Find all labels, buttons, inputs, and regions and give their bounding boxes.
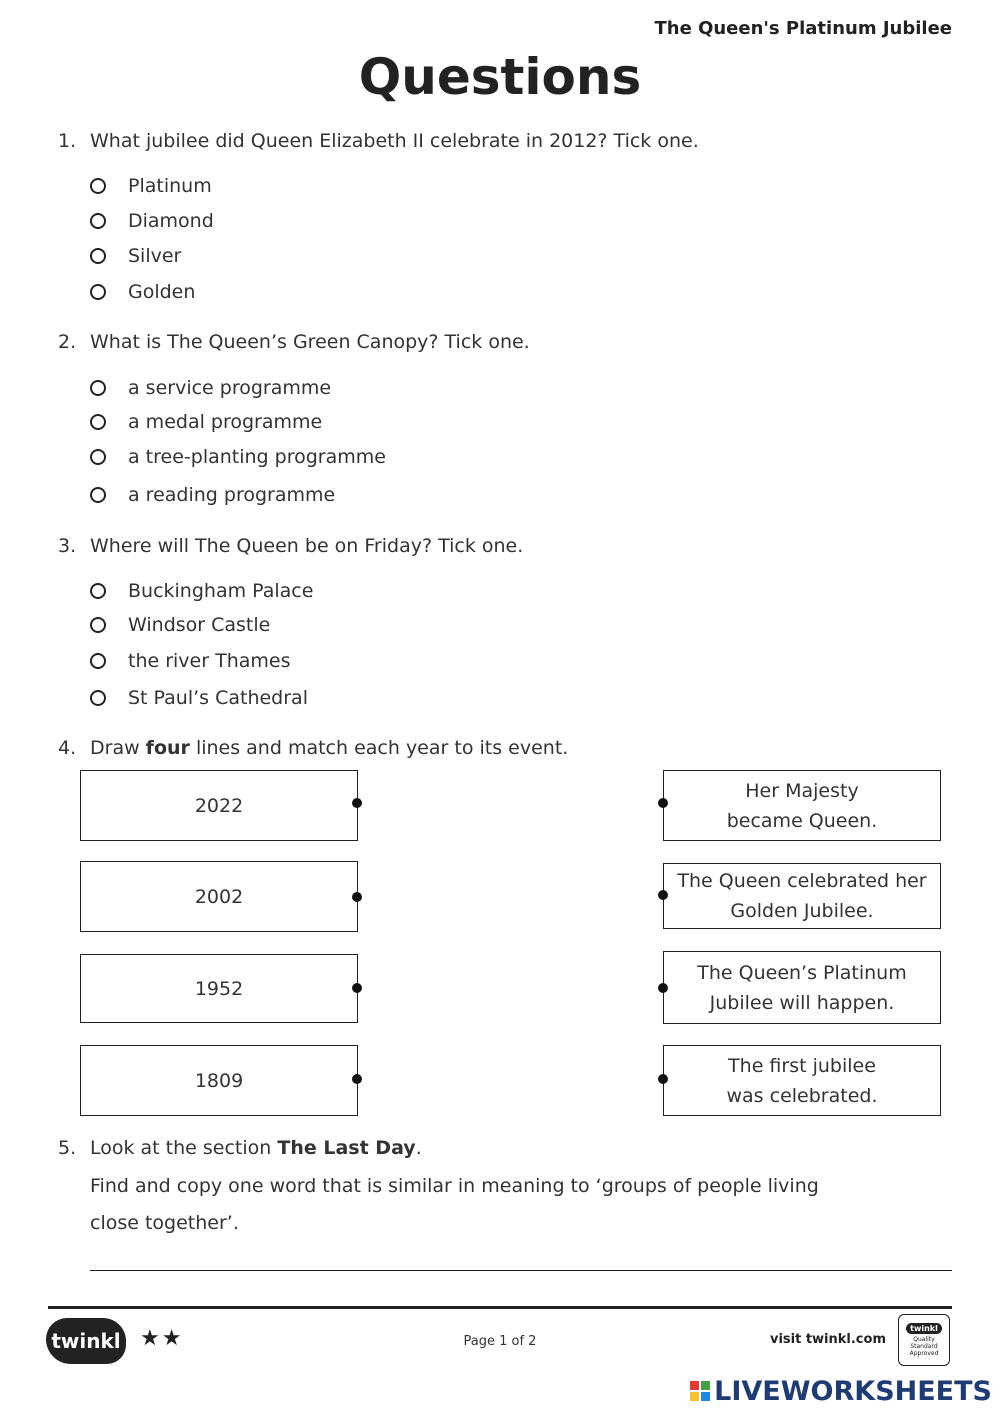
liveworksheets-icon xyxy=(690,1381,710,1401)
match-dot-right[interactable] xyxy=(658,983,668,993)
option-label: Buckingham Palace xyxy=(128,580,314,602)
watermark-text: LIVEWORKSHEETS xyxy=(714,1375,992,1407)
option-q3-a[interactable] xyxy=(90,578,313,604)
option-label: a service programme xyxy=(128,377,332,399)
year-label: 1809 xyxy=(194,1069,244,1092)
event-line: was celebrated. xyxy=(726,1084,878,1107)
match-dot-left[interactable] xyxy=(352,983,362,993)
question-text: Where will The Queen be on Friday? Tick one. xyxy=(90,535,524,557)
radio-button[interactable] xyxy=(90,178,106,194)
option-label: Diamond xyxy=(128,210,214,232)
event-line: Golden Jubilee. xyxy=(730,900,874,922)
option-q2-a[interactable] xyxy=(90,375,331,401)
year-box-2022 xyxy=(80,770,358,841)
year-box-1809 xyxy=(80,1045,358,1116)
option-q3-c[interactable] xyxy=(90,648,290,674)
page-title: Questions xyxy=(358,48,642,106)
year-label: 1952 xyxy=(194,977,244,1000)
question-number: 4. xyxy=(58,737,77,759)
match-dot-right[interactable] xyxy=(658,798,668,808)
radio-button[interactable] xyxy=(90,653,106,669)
question-5-line-3: close together’. xyxy=(90,1212,239,1234)
difficulty-stars-icon: ★★ xyxy=(140,1326,184,1351)
section-name: The Last Day xyxy=(277,1137,416,1159)
event-box-first-jubilee xyxy=(663,1045,941,1116)
badge-line-2: Approved xyxy=(909,1350,939,1357)
match-dot-left[interactable] xyxy=(352,798,362,808)
option-label: a reading programme xyxy=(128,484,336,506)
event-box-became-queen xyxy=(663,770,941,841)
match-dot-right[interactable] xyxy=(658,890,668,900)
radio-button[interactable] xyxy=(90,487,106,503)
radio-button[interactable] xyxy=(90,248,106,264)
radio-button[interactable] xyxy=(90,380,106,396)
document-title: The Queen's Platinum Jubilee xyxy=(654,18,952,39)
answer-line[interactable] xyxy=(90,1270,952,1271)
option-q1-a[interactable] xyxy=(90,173,212,199)
question-1 xyxy=(58,130,699,152)
option-label: a tree-planting programme xyxy=(128,446,386,468)
match-dot-left[interactable] xyxy=(352,1074,362,1084)
radio-button[interactable] xyxy=(90,284,106,300)
page-number: Page 1 of 2 xyxy=(463,1334,537,1349)
option-q2-d[interactable] xyxy=(90,482,335,508)
question-number: 1. xyxy=(58,130,77,152)
match-dot-right[interactable] xyxy=(658,1074,668,1084)
question-number: 3. xyxy=(58,535,77,557)
question-2 xyxy=(58,331,530,353)
event-line: The first jubilee xyxy=(728,1054,876,1077)
question-text: What is The Queen’s Green Canopy? Tick one. xyxy=(90,331,530,353)
option-q2-b[interactable] xyxy=(90,409,322,435)
question-text-bold: four xyxy=(145,737,190,759)
event-line: The Queen celebrated her xyxy=(677,870,927,892)
radio-button[interactable] xyxy=(90,690,106,706)
question-5 xyxy=(58,1137,422,1159)
option-label: Platinum xyxy=(128,175,212,197)
option-label: Windsor Castle xyxy=(128,614,271,636)
question-number: 5. xyxy=(58,1137,77,1159)
option-q3-b[interactable] xyxy=(90,612,270,638)
liveworksheets-watermark xyxy=(690,1374,992,1408)
option-label: Silver xyxy=(128,245,182,267)
match-dot-left[interactable] xyxy=(352,892,362,902)
option-q1-c[interactable] xyxy=(90,243,181,269)
question-text-end: lines and match each year to its event. xyxy=(195,737,569,759)
badge-logo: twinkl xyxy=(906,1323,942,1334)
year-box-1952 xyxy=(80,954,358,1023)
question-text-start: Look at the section xyxy=(90,1137,272,1159)
footer-divider xyxy=(48,1306,952,1309)
year-box-2002 xyxy=(80,861,358,932)
question-3 xyxy=(58,535,523,557)
event-line: Jubilee will happen. xyxy=(709,991,895,1014)
option-q1-b[interactable] xyxy=(90,208,214,234)
twinkl-logo: twinkl xyxy=(46,1318,126,1364)
question-text-end: . xyxy=(415,1137,422,1159)
option-q2-c[interactable] xyxy=(90,444,386,470)
question-number: 2. xyxy=(58,331,77,353)
option-label: St Paul’s Cathedral xyxy=(128,687,308,709)
radio-button[interactable] xyxy=(90,617,106,633)
option-label: the river Thames xyxy=(128,650,291,672)
option-q1-d[interactable] xyxy=(90,279,195,305)
option-q3-d[interactable] xyxy=(90,685,308,711)
event-box-golden-jubilee xyxy=(663,863,941,929)
event-box-platinum-jubilee xyxy=(663,951,941,1024)
visit-link[interactable]: visit twinkl.com xyxy=(769,1332,886,1347)
question-text-start: Draw xyxy=(90,737,140,759)
badge-line-1: Quality Standard xyxy=(910,1336,938,1350)
event-line: The Queen’s Platinum xyxy=(697,961,907,984)
question-4 xyxy=(58,737,568,759)
radio-button[interactable] xyxy=(90,449,106,465)
option-label: Golden xyxy=(128,281,196,303)
radio-button[interactable] xyxy=(90,414,106,430)
question-text: What jubilee did Queen Elizabeth II celebrate in 2012? Tick one. xyxy=(90,130,699,152)
radio-button[interactable] xyxy=(90,213,106,229)
radio-button[interactable] xyxy=(90,583,106,599)
event-line: Her Majesty xyxy=(745,779,859,802)
quality-badge xyxy=(898,1314,950,1366)
question-5-line-2: Find and copy one word that is similar in meaning to ‘groups of people living xyxy=(90,1175,819,1197)
year-label: 2002 xyxy=(194,885,244,908)
option-label: a medal programme xyxy=(128,411,323,433)
event-line: became Queen. xyxy=(726,809,878,832)
year-label: 2022 xyxy=(194,794,244,817)
